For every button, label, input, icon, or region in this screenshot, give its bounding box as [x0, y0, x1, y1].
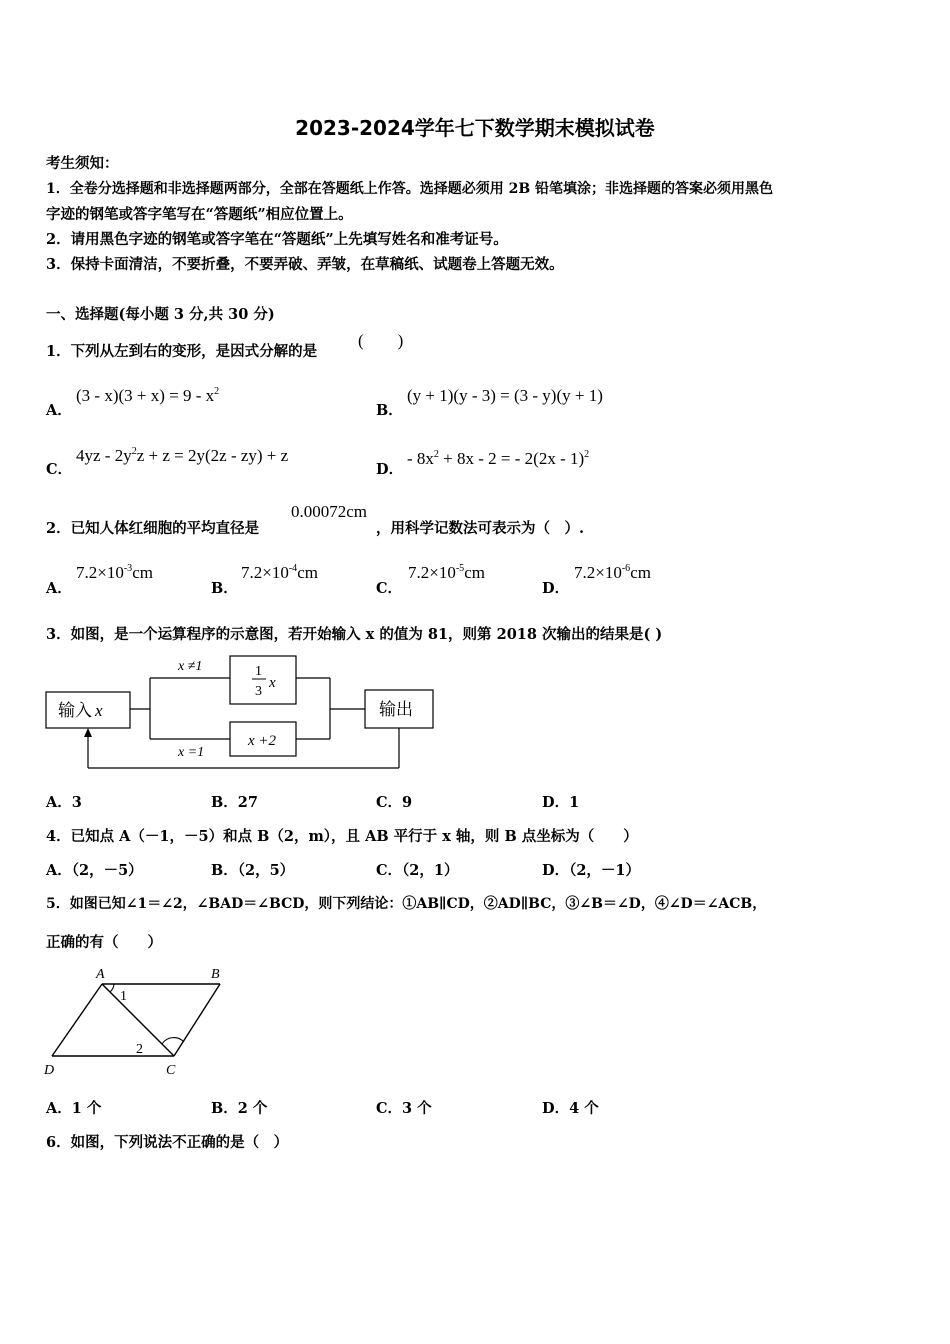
fraction-box: [230, 656, 296, 704]
q3-option-c: C．9: [376, 794, 413, 811]
q5-option-c: C．3 个: [376, 1100, 432, 1117]
notice-heading: 考生须知：: [46, 155, 119, 172]
q5-option-b: B．2 个: [211, 1100, 268, 1117]
q1-option-a-label: A．: [46, 402, 72, 419]
q2-option-b-label: B．: [211, 580, 238, 597]
q3-option-a: A．3: [46, 794, 82, 811]
cond-bottom-label: x =1: [178, 745, 205, 760]
q2-option-d-label: D．: [542, 580, 570, 597]
q1-option-d-label: D．: [376, 461, 404, 478]
q2-stem: 2．已知人体红细胞的平均直径是: [46, 520, 260, 537]
q1-paren: ( ): [358, 331, 404, 350]
q4-option-a: A．（2，－5）: [46, 862, 143, 879]
q1-stem: 1．下列从左到右的变形，是因式分解的是: [46, 343, 318, 360]
fraction-variable: x: [269, 675, 276, 691]
notice-line-4: 3．保持卡面清洁，不要折叠，不要弄破、弄皱，在草稿纸、试题卷上答题无效。: [46, 256, 564, 273]
q2-option-a-label: A．: [46, 580, 72, 597]
q1-option-c-expr: $4yz - 2y^2z + z = 2y(2z - zy) + z$: [76, 446, 289, 465]
q5-parallelogram-figure: [40, 962, 230, 1082]
angle-1-label: 1: [120, 989, 127, 1004]
q5-stem-2: 正确的有（ ）: [46, 934, 162, 951]
q6-stem: 6．如图，下列说法不正确的是（ ）: [46, 1134, 289, 1151]
angle-2-label: 2: [136, 1042, 143, 1057]
q2-option-a-expr: $7.2\times 10^{-3}cm$: [76, 563, 153, 582]
q1-option-b-label: B．: [376, 402, 403, 419]
q2-option-c-label: C．: [376, 580, 403, 597]
q1-option-b-expr: (y + 1)(y - 3) = (3 - y)(y + 1): [407, 386, 603, 405]
notice-line-3: 2．请用黑色字迹的钢笔或答字笔在“答题纸”上先填写姓名和准考证号。: [46, 231, 508, 248]
notice-line-1: 1．全卷分选择题和非选择题两部分，全部在答题纸上作答。选择题必须用 2B 铅笔填涂；非选择题的答案必须用黑色: [46, 181, 774, 197]
fraction-denominator: 3: [255, 684, 262, 699]
q3-stem: 3．如图，是一个运算程序的示意图，若开始输入 x 的值为 81，则第 2018 次输出的结果是( ): [46, 626, 663, 643]
vertex-d-label: D: [44, 1063, 55, 1078]
q2-option-d-expr: $7.2\times 10^{-6}cm$: [574, 563, 651, 582]
q1-option-d-expr: - $8x^2 + 8x - 2$ = - 2(2x - 1)$^2$: [407, 449, 590, 468]
q5-option-a: A．1 个: [46, 1100, 102, 1117]
q2-value: 0.00072cm: [291, 502, 368, 521]
q4-option-b: B．（2，5）: [211, 862, 295, 879]
section-heading: 一、选择题(每小题 3 分,共 30 分): [46, 306, 275, 323]
vertex-b-label: B: [211, 967, 220, 982]
q2-stem-end: ，用科学记数法可表示为（ ）.: [376, 520, 585, 537]
page-title: 2023-2024学年七下数学期末模拟试卷: [295, 116, 655, 140]
q2-option-b-expr: $7.2\times 10^{-4}cm$: [241, 563, 318, 582]
vertex-a-label: A: [96, 967, 105, 982]
q4-option-d: D．（2，－1）: [542, 862, 641, 879]
input-box-label: 输入 x: [58, 701, 103, 720]
return-arrow-head: [84, 728, 92, 737]
q4-option-c: C．（2，1）: [376, 862, 459, 879]
output-box-label: 输出: [379, 700, 413, 719]
q4-stem: 4．已知点 A（－1，－5）和点 B（2，m），且 AB 平行于 x 轴，则 B 点坐标为（ ）: [46, 828, 638, 845]
notice-line-2: 字迹的钢笔或答字笔写在“答题纸”相应位置上。: [46, 206, 353, 223]
q1-option-c-label: C．: [46, 461, 73, 478]
add-box-label: x +2: [248, 733, 277, 749]
q3-option-b: B．27: [211, 794, 258, 811]
cond-top-label: x ≠1: [178, 659, 203, 674]
q5-option-d: D．4 个: [542, 1100, 599, 1117]
q5-stem: 5．如图已知∠1＝∠2，∠BAD＝∠BCD，则下列结论：①AB∥CD，②AD∥BC，③∠B＝∠D，④∠D＝∠ACB，: [46, 896, 767, 912]
q3-flowchart: [40, 648, 440, 773]
vertex-c-label: C: [166, 1063, 176, 1078]
q1-option-a-expr: $(3 - x)(3 + x) = 9 - x^2$: [76, 386, 220, 405]
fraction-numerator: 1: [255, 664, 262, 679]
q3-option-d: D．1: [542, 794, 580, 811]
q2-option-c-expr: $7.2\times 10^{-5}cm$: [408, 563, 485, 582]
